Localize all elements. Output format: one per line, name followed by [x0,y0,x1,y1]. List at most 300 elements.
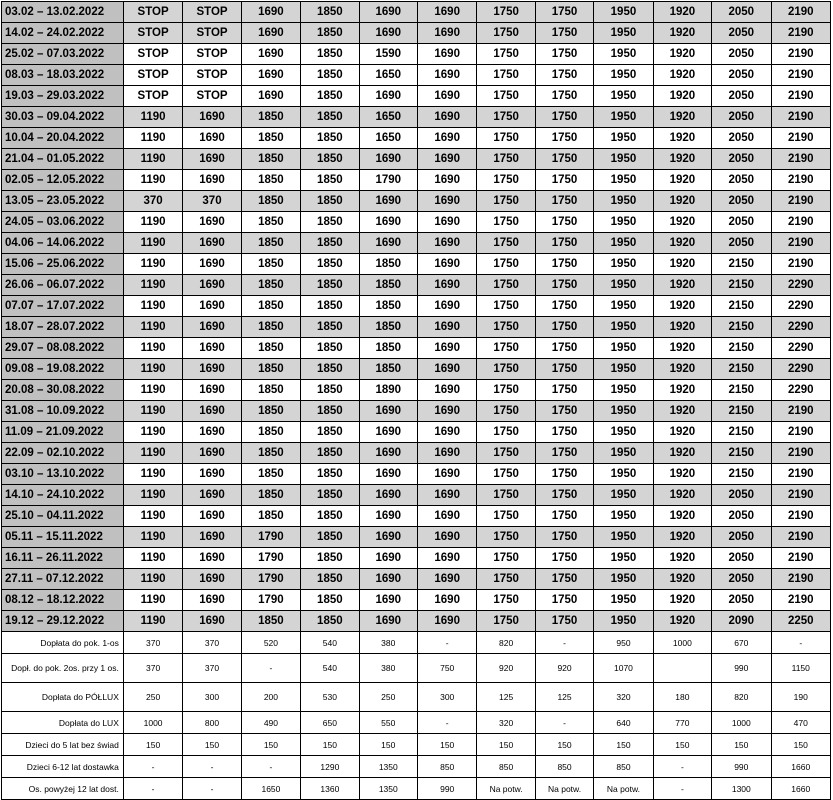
price-cell: 1750 [535,590,593,611]
price-cell: 1690 [359,527,417,548]
price-cell: 1850 [301,611,359,632]
price-cell: 1190 [123,149,182,170]
season-date-range: 24.05 – 03.06.2022 [2,212,124,233]
surcharge-cell: 150 [417,734,476,756]
season-row [2,107,831,128]
price-cell: 1920 [653,2,711,23]
season-date-range: 08.03 – 18.03.2022 [2,65,124,86]
price-cell: 1850 [301,170,359,191]
price-cell: 1950 [594,296,653,317]
surcharge-cell: 150 [123,734,182,756]
price-cell: 370 [183,191,241,212]
price-cell: 1690 [183,296,241,317]
price-cell: 1750 [477,65,535,86]
price-cell: 2050 [712,128,771,149]
price-cell: STOP [183,23,241,44]
price-cell: 1850 [359,275,417,296]
price-cell: 2050 [712,65,771,86]
season-date-range: 15.06 – 25.06.2022 [2,254,124,275]
price-cell: 1850 [301,254,359,275]
price-cell: 1950 [594,23,653,44]
surcharge-cell: 650 [301,712,359,734]
price-cell: 2050 [712,233,771,254]
surcharge-cell: 1000 [123,712,182,734]
surcharge-cell: 670 [712,632,771,654]
price-cell: 2190 [771,527,830,548]
surcharge-cell: 1290 [301,756,359,778]
surcharge-label: Dzieci 6-12 lat dostawka [2,756,124,778]
price-cell: 1690 [183,359,241,380]
surcharge-cell: 370 [183,632,241,654]
season-date-range: 03.10 – 13.10.2022 [2,464,124,485]
price-cell: 1850 [301,443,359,464]
surcharge-cell: 820 [477,632,535,654]
price-cell: 1920 [653,611,711,632]
price-cell: 1750 [477,611,535,632]
price-cell: STOP [123,86,182,107]
price-cell: 1690 [241,23,300,44]
price-cell: 1690 [359,191,417,212]
price-cell: 1190 [123,128,182,149]
price-cell: 1920 [653,233,711,254]
price-cell: 2050 [712,527,771,548]
price-cell: 1850 [241,506,300,527]
season-date-range: 19.03 – 29.03.2022 [2,86,124,107]
price-cell: 1750 [535,401,593,422]
price-cell: 1690 [417,527,476,548]
price-cell: 1690 [359,149,417,170]
price-cell: 1750 [535,23,593,44]
price-cell: 1850 [241,317,300,338]
surcharge-cell: 520 [241,632,300,654]
season-row [2,443,831,464]
price-cell: 2050 [712,485,771,506]
price-cell: 2290 [771,338,830,359]
price-cell: 1850 [241,296,300,317]
price-cell: 1750 [535,296,593,317]
season-row [2,527,831,548]
season-row [2,506,831,527]
season-date-range: 14.02 – 24.02.2022 [2,23,124,44]
price-cell: 1690 [183,275,241,296]
season-date-range: 13.05 – 23.05.2022 [2,191,124,212]
price-cell: 1690 [417,23,476,44]
season-date-range: 25.02 – 07.03.2022 [2,44,124,65]
price-cell: 1850 [301,506,359,527]
surcharge-cell [653,654,711,683]
price-cell: 2050 [712,23,771,44]
season-row [2,212,831,233]
price-cell: 2050 [712,86,771,107]
price-cell: 1750 [477,107,535,128]
surcharge-cell: 920 [477,654,535,683]
price-cell: STOP [123,65,182,86]
price-cell: 1690 [417,86,476,107]
surcharge-cell: 150 [771,734,830,756]
price-cell: 1950 [594,107,653,128]
price-cell: 2190 [771,422,830,443]
price-cell: 1650 [359,65,417,86]
season-date-range: 03.02 – 13.02.2022 [2,2,124,23]
price-cell: 1190 [123,254,182,275]
price-cell: 1750 [477,380,535,401]
price-cell: 1950 [594,170,653,191]
surcharge-cell: 150 [594,734,653,756]
price-cell: 2150 [712,464,771,485]
price-cell: 1690 [417,401,476,422]
price-cell: 1750 [535,107,593,128]
surcharge-cell: 380 [359,632,417,654]
price-cell: 1950 [594,44,653,65]
price-cell: 2190 [771,464,830,485]
price-cell: 2050 [712,506,771,527]
season-date-range: 25.10 – 04.11.2022 [2,506,124,527]
price-cell: 1950 [594,128,653,149]
price-cell: 2190 [771,401,830,422]
price-cell: 1750 [477,254,535,275]
surcharge-row [2,756,831,778]
price-cell: 1750 [535,548,593,569]
price-cell: 2190 [771,443,830,464]
surcharge-cell: - [653,778,711,800]
price-cell: 1920 [653,359,711,380]
price-cell: 1750 [477,128,535,149]
price-cell: 1850 [301,317,359,338]
price-cell: 2050 [712,149,771,170]
price-cell: 2150 [712,317,771,338]
surcharge-cell: 320 [477,712,535,734]
surcharge-label: Dopłata do pok. 1-os [2,632,124,654]
price-cell: 1850 [301,149,359,170]
price-cell: 1690 [417,590,476,611]
price-cell: 1850 [301,86,359,107]
price-cell: 1850 [301,44,359,65]
price-cell: 1690 [183,128,241,149]
surcharge-cell: 150 [301,734,359,756]
season-row [2,380,831,401]
price-cell: 1850 [301,464,359,485]
price-cell: 1950 [594,485,653,506]
price-cell: 1190 [123,317,182,338]
season-date-range: 18.07 – 28.07.2022 [2,317,124,338]
price-cell: 1950 [594,233,653,254]
price-cell: 1690 [359,485,417,506]
price-cell: 2050 [712,212,771,233]
price-cell: 1850 [301,527,359,548]
price-cell: 1190 [123,611,182,632]
price-cell: 1920 [653,212,711,233]
price-cell: 1920 [653,296,711,317]
price-cell: 1690 [417,2,476,23]
price-cell: 1690 [417,611,476,632]
price-cell: STOP [123,2,182,23]
price-cell: 1920 [653,191,711,212]
price-cell: STOP [183,44,241,65]
surcharge-cell: 990 [417,778,476,800]
price-cell: 1190 [123,380,182,401]
price-cell: 1750 [535,485,593,506]
season-row [2,359,831,380]
price-cell: 1950 [594,569,653,590]
price-cell: 1750 [477,149,535,170]
season-date-range: 30.03 – 09.04.2022 [2,107,124,128]
price-cell: 1950 [594,590,653,611]
price-cell: 1850 [301,233,359,254]
price-cell: 1690 [359,233,417,254]
price-cell: 2290 [771,380,830,401]
price-cell: 2050 [712,170,771,191]
price-cell: 1920 [653,170,711,191]
price-cell: 1190 [123,212,182,233]
price-cell: 1690 [183,527,241,548]
price-cell: 1850 [301,296,359,317]
price-cell: 1790 [359,170,417,191]
price-cell: 2150 [712,443,771,464]
surcharge-label: Dopłata do PÓŁLUX [2,683,124,712]
season-date-range: 20.08 – 30.08.2022 [2,380,124,401]
price-cell: 1690 [241,65,300,86]
price-cell: 1850 [359,254,417,275]
price-cell: 1690 [359,443,417,464]
season-row [2,2,831,23]
price-cell: 1690 [183,380,241,401]
price-cell: 1850 [241,107,300,128]
price-cell: 1850 [301,338,359,359]
season-row [2,338,831,359]
price-cell: 1850 [241,128,300,149]
price-cell: 1690 [183,212,241,233]
price-cell: 1690 [417,275,476,296]
price-cell: 1920 [653,107,711,128]
surcharge-cell: 990 [712,654,771,683]
price-cell: 1920 [653,506,711,527]
surcharge-cell: - [241,756,300,778]
surcharge-cell: 800 [183,712,241,734]
surcharge-row [2,632,831,654]
price-cell: 1750 [477,233,535,254]
surcharge-cell: 1350 [359,756,417,778]
price-cell: 1950 [594,254,653,275]
price-cell: 1850 [301,65,359,86]
surcharge-cell: 950 [594,632,653,654]
price-cell: 1190 [123,464,182,485]
price-cell: 2190 [771,86,830,107]
price-cell: 1850 [359,338,417,359]
price-cell: 1690 [417,149,476,170]
price-cell: 1690 [183,401,241,422]
surcharge-cell: 300 [183,683,241,712]
price-cell: 1850 [301,23,359,44]
price-cell: 2290 [771,296,830,317]
price-cell: 1790 [241,527,300,548]
price-cell: 1690 [183,590,241,611]
price-cell: 1690 [183,233,241,254]
price-cell: 1750 [535,44,593,65]
season-date-range: 02.05 – 12.05.2022 [2,170,124,191]
price-cell: 2050 [712,2,771,23]
price-cell: 1850 [301,548,359,569]
price-cell: 1750 [477,86,535,107]
price-cell: 1950 [594,401,653,422]
price-cell: 1690 [241,2,300,23]
surcharge-cell: 150 [535,734,593,756]
price-cell: 1190 [123,338,182,359]
price-cell: 1920 [653,464,711,485]
price-cell: 1850 [241,338,300,359]
surcharge-cell: 300 [417,683,476,712]
price-cell: 1920 [653,44,711,65]
price-cell: 1690 [417,254,476,275]
surcharge-cell: 540 [301,654,359,683]
price-cell: 1190 [123,275,182,296]
surcharge-cell: 1070 [594,654,653,683]
price-cell: 2190 [771,569,830,590]
season-row [2,590,831,611]
price-cell: 1690 [241,44,300,65]
surcharge-cell: - [241,654,300,683]
surcharge-cell: 490 [241,712,300,734]
price-cell: 1920 [653,569,711,590]
price-cell: 2190 [771,44,830,65]
price-cell: STOP [123,23,182,44]
surcharge-cell: 530 [301,683,359,712]
surcharge-cell: - [123,756,182,778]
price-cell: 1850 [301,380,359,401]
surcharge-cell: Na potw. [535,778,593,800]
price-cell: 1750 [535,569,593,590]
surcharge-cell: 850 [477,756,535,778]
price-cell: 1690 [183,170,241,191]
price-cell: STOP [183,2,241,23]
price-cell: 1920 [653,401,711,422]
price-cell: 1690 [183,443,241,464]
season-row [2,65,831,86]
price-cell: 1850 [241,191,300,212]
season-row [2,254,831,275]
price-cell: 2050 [712,191,771,212]
price-cell: 1850 [301,401,359,422]
season-row [2,233,831,254]
price-cell: 1750 [535,443,593,464]
price-cell: 2190 [771,65,830,86]
price-cell: 2190 [771,485,830,506]
surcharge-cell: 1660 [771,756,830,778]
price-cell: 1690 [417,338,476,359]
price-cell: 1750 [535,422,593,443]
price-cell: 1750 [477,23,535,44]
price-cell: 1190 [123,107,182,128]
price-cell: 1750 [535,254,593,275]
price-cell: 1690 [417,443,476,464]
season-date-range: 04.06 – 14.06.2022 [2,233,124,254]
surcharge-cell: 370 [183,654,241,683]
price-cell: 1790 [241,569,300,590]
surcharge-cell: 640 [594,712,653,734]
price-cell: 1890 [359,380,417,401]
price-cell: 1920 [653,590,711,611]
surcharge-cell: 850 [535,756,593,778]
price-cell: 1850 [301,569,359,590]
price-cell: 1750 [535,2,593,23]
surcharge-cell: 770 [653,712,711,734]
price-cell: STOP [183,86,241,107]
surcharge-cell: 1000 [653,632,711,654]
surcharge-cell: 1350 [359,778,417,800]
price-cell: 1920 [653,23,711,44]
surcharge-cell: 550 [359,712,417,734]
price-cell: 1690 [417,212,476,233]
price-cell: 1690 [183,254,241,275]
price-cell: 1850 [241,212,300,233]
season-date-range: 27.11 – 07.12.2022 [2,569,124,590]
price-cell: STOP [123,44,182,65]
price-cell: 1750 [535,128,593,149]
price-cell: 1190 [123,401,182,422]
surcharge-cell: 1650 [241,778,300,800]
season-date-range: 07.07 – 17.07.2022 [2,296,124,317]
price-cell: 2150 [712,359,771,380]
price-cell: 1190 [123,422,182,443]
price-cell: 1920 [653,275,711,296]
price-cell: 1690 [417,65,476,86]
price-cell: 1850 [241,380,300,401]
price-cell: 1850 [359,296,417,317]
price-cell: 1190 [123,506,182,527]
price-cell: 1690 [417,170,476,191]
price-cell: 1750 [477,296,535,317]
price-cell: 1750 [535,212,593,233]
season-row [2,86,831,107]
price-cell: 1750 [535,275,593,296]
season-row [2,317,831,338]
price-cell: 1950 [594,464,653,485]
surcharge-cell: - [183,756,241,778]
price-cell: 1920 [653,338,711,359]
season-row [2,275,831,296]
price-cell: 1850 [359,317,417,338]
price-cell: 1950 [594,212,653,233]
price-cell: 1690 [417,485,476,506]
price-cell: 1750 [477,485,535,506]
price-cell: STOP [183,65,241,86]
price-cell: 1850 [301,590,359,611]
surcharge-cell: 370 [123,632,182,654]
surcharge-row [2,654,831,683]
price-cell: 1690 [183,149,241,170]
price-cell: 2290 [771,317,830,338]
surcharge-cell: 1000 [712,712,771,734]
price-cell: 1690 [417,44,476,65]
price-cell: 2050 [712,44,771,65]
price-cell: 1690 [183,422,241,443]
surcharge-cell: 370 [123,654,182,683]
price-cell: 1950 [594,149,653,170]
price-cell: 1690 [183,506,241,527]
price-cell: 1850 [241,464,300,485]
price-cell: 1920 [653,548,711,569]
price-cell: 1750 [477,212,535,233]
surcharge-cell: - [535,632,593,654]
price-cell: 1750 [535,170,593,191]
surcharge-cell: 920 [535,654,593,683]
price-cell: 1190 [123,527,182,548]
season-date-range: 19.12 – 29.12.2022 [2,611,124,632]
price-cell: 1750 [535,338,593,359]
price-cell: 2190 [771,506,830,527]
price-cell: 1750 [477,191,535,212]
price-cell: 1690 [183,338,241,359]
price-cell: 1750 [477,275,535,296]
